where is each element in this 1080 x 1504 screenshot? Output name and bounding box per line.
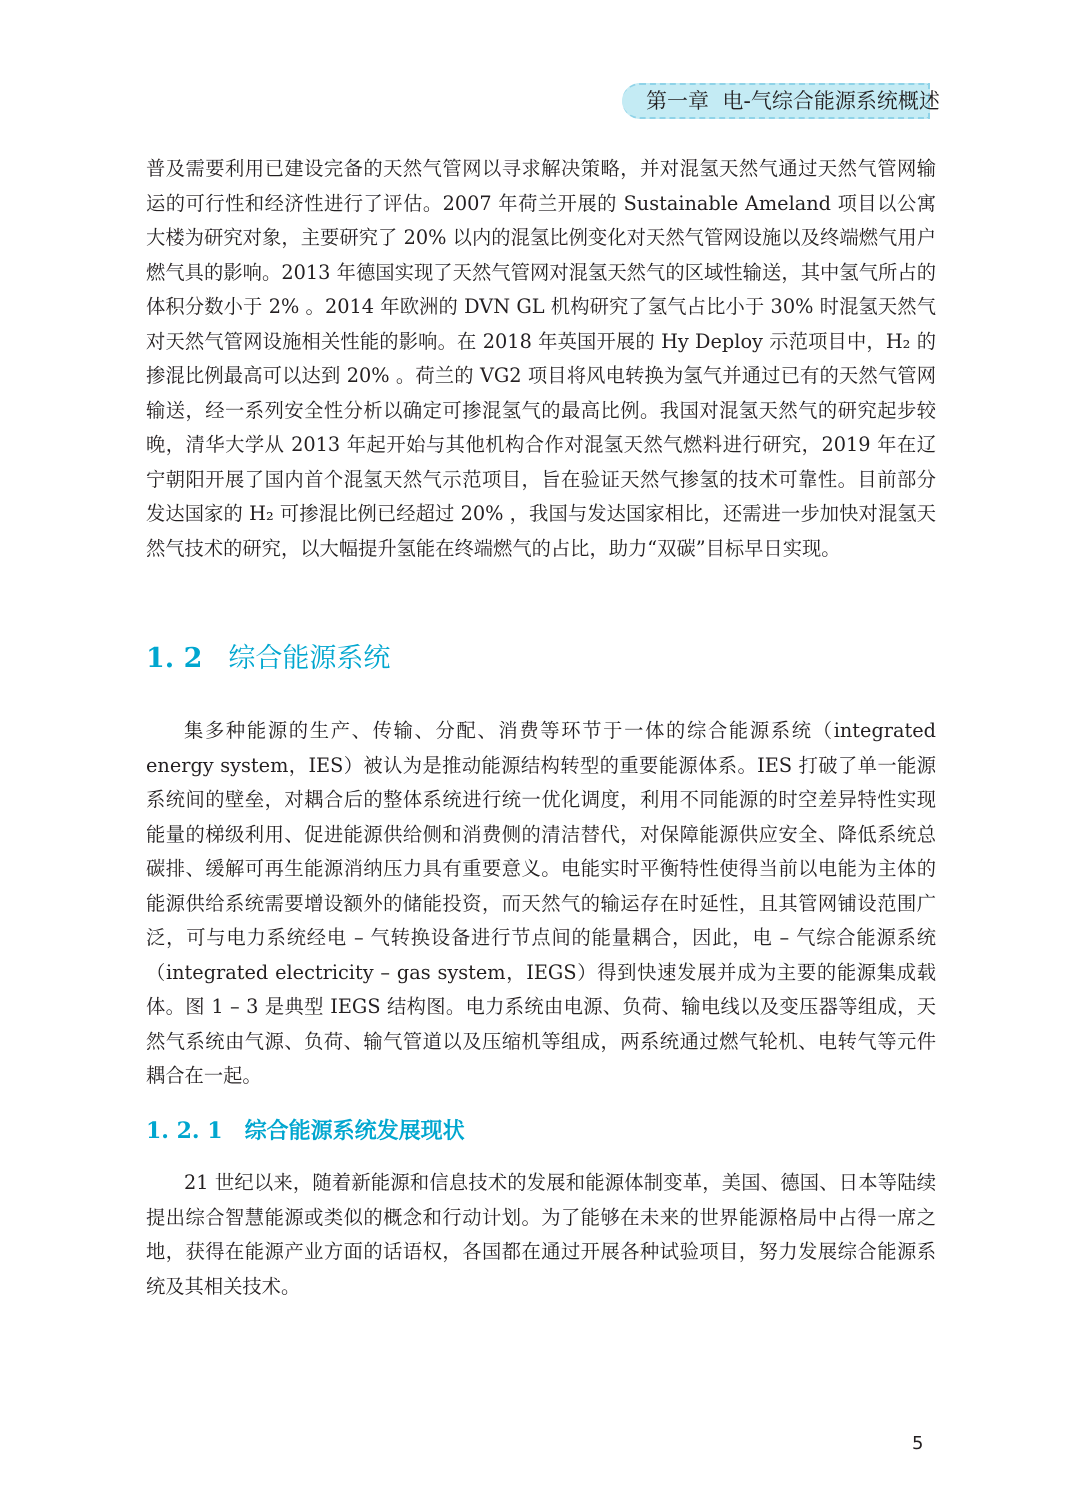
section-title: 综合能源系统	[228, 643, 391, 674]
chapter-header	[646, 84, 940, 118]
chapter-title: 电-气综合能源系统概述	[722, 89, 940, 113]
subsection-heading-1-2-1	[146, 1113, 465, 1149]
subsection-title: 综合能源系统发展现状	[244, 1119, 465, 1144]
chapter-label: 第一章	[646, 89, 709, 113]
body-paragraph-1: 普及需要利用已建设完备的天然气管网以寻求解决策略，并对混氢天然气通过天然气管网输运的可行性和经济性进行了评估。2007 年荷兰开展的 Sustainable Ameland 项目以公寓大楼为研究对象，主要研究了 20% 以内的混氢比例变化对天然气管网设施以及终端燃气用户燃气具的影响。2013 年德国实现了天然气管网对混氢天然气的区域性输送，其中氢气所占的体积分数小于 2% 。2014 年欧洲的 DVN GL 机构研究了氢气占比小于 30% 时混氢天然气对天然气管网设施相关性能的影响。在 2018 年英国开展的 Hy Deploy 示范项目中，H₂ 的掺混比例最高可以达到 20% 。荷兰的 VG2 项目将风电转换为氢气并通过已有的天然气管网输送，经一系列安全性分析以确定可掺混氢气的最高比例。我国对混氢天然气的研究起步较晚，清华大学从 2013 年起开始与其他机构合作对混氢天然气燃料进行研究，2019 年在辽宁朝阳开展了国内首个混氢天然气示范项目，旨在验证天然气掺氢的技术可靠性。目前部分发达国家的 H₂ 可掺混比例已经超过 20% ，我国与发达国家相比，还需进一步加快对混氢天然气技术的研究，以大幅提升氢能在终端燃气的占比，助力“双碳”目标早日实现。	[146, 157, 936, 560]
body-paragraph-3: 21 世纪以来，随着新能源和信息技术的发展和能源体制变革，美国、德国、日本等陆续提出综合智慧能源或类似的概念和行动计划。为了能够在未来的世界能源格局中占得一席之地，获得在能源产业方面的话语权，各国都在通过开展各种试验项目，努力发展综合能源系统及其相关技术。	[146, 1171, 936, 1298]
page-number: 5	[912, 1433, 924, 1454]
section-heading-1-2	[146, 637, 390, 681]
section-number: 1. 2	[146, 643, 203, 674]
body-paragraph-2: 集多种能源的生产、传输、分配、消费等环节于一体的综合能源系统（integrated energy system，IES）被认为是推动能源结构转型的重要能源体系。IES 打破了单一能源系统间的壁垒，对耦合后的整体系统进行统一优化调度，利用不同能源的时空差异特性实现能量的梯级利用、促进能源供给侧和消费侧的清洁替代，对保障能源供应安全、降低系统总碳排、缓解可再生能源消纳压力具有重要意义。电能实时平衡特性使得当前以电能为主体的能源供给系统需要增设额外的储能投资，而天然气的输运存在时延性，且其管网铺设范围广泛，可与电力系统经电 – 气转换设备进行节点间的能量耦合，因此，电 – 气综合能源系统（integrated electricity – gas system，IEGS）得到快速发展并成为主要的能源集成载体。图 1 – 3 是典型 IEGS 结构图。电力系统由电源、负荷、输电线以及变压器等组成，天然气系统由气源、负荷、输气管道以及压缩机等组成，两系统通过燃气轮机、电转气等元件耦合在一起。	[146, 719, 936, 1087]
subsection-number: 1. 2. 1	[146, 1118, 223, 1144]
